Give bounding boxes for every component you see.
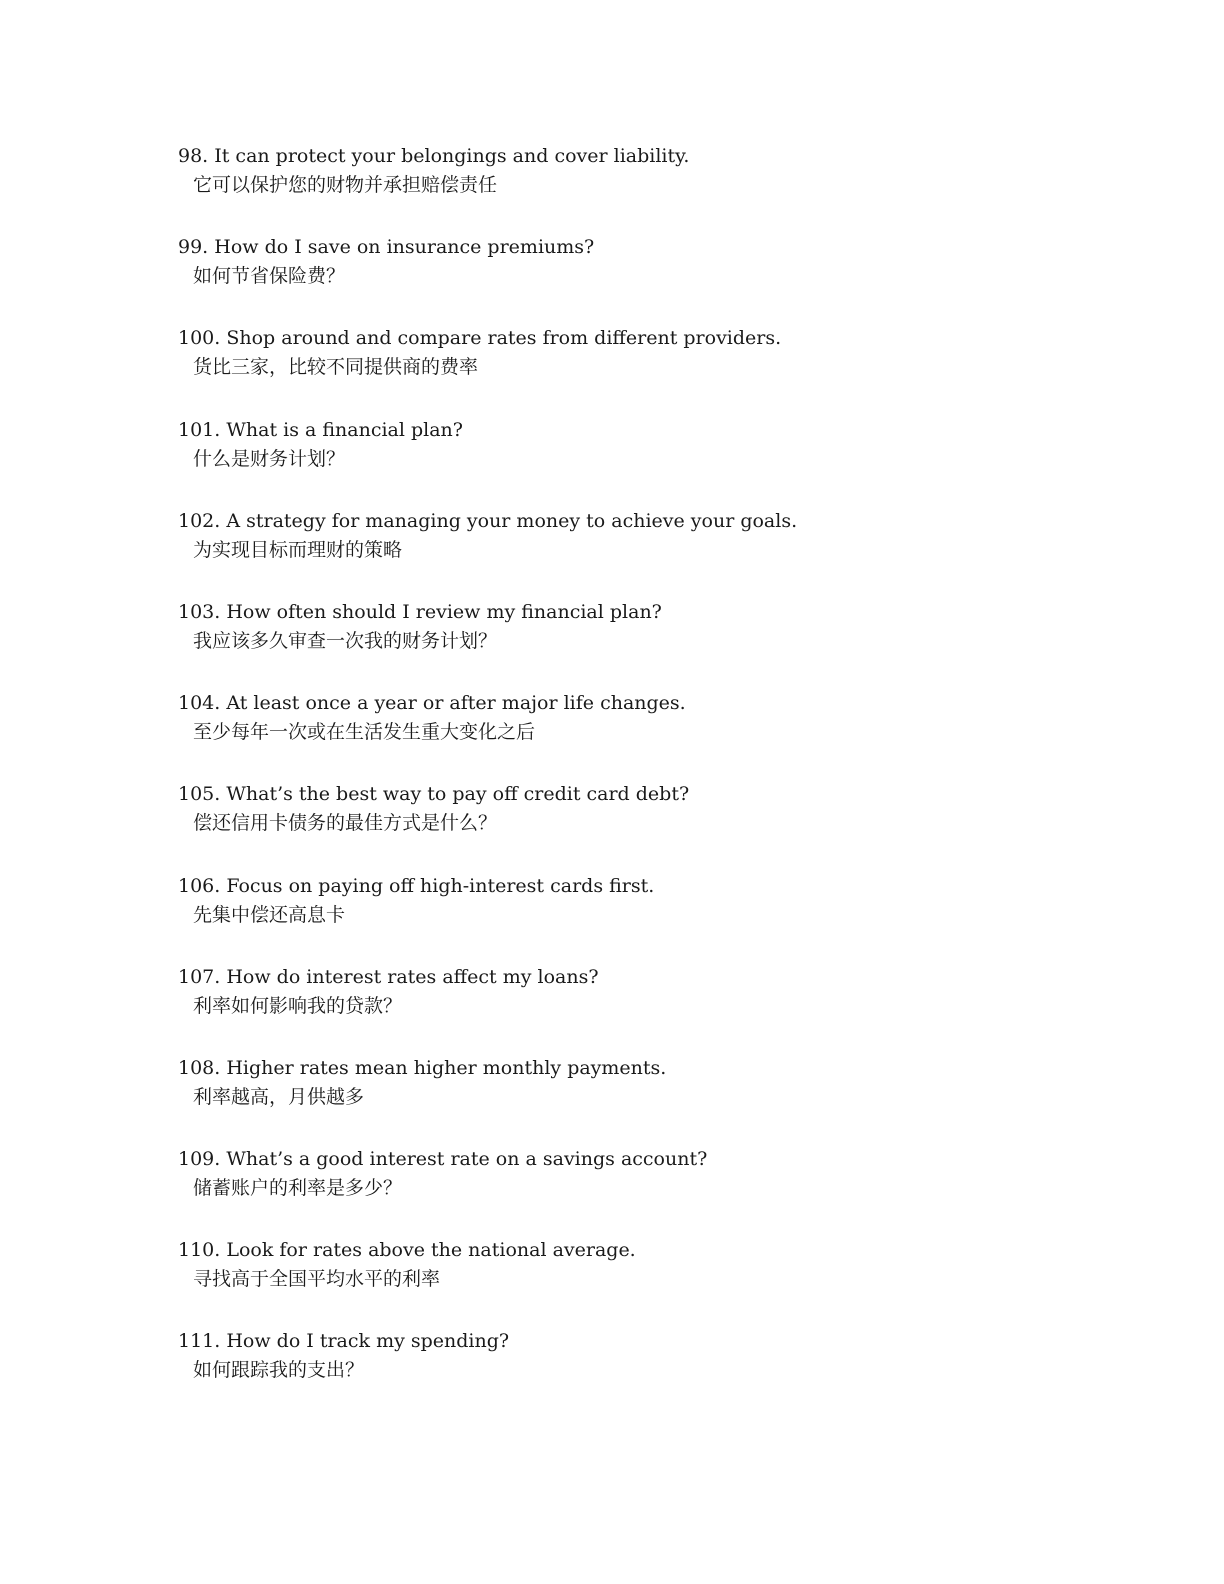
list-item	[178, 416, 1078, 507]
english-line: 103. How often should I review my financial plan?	[178, 600, 662, 623]
chinese-line: 如何节省保险费？	[193, 265, 346, 288]
english-line: 107. How do interest rates affect my loans?	[178, 965, 599, 988]
list-item	[178, 689, 1078, 780]
english-line: 101. What is a financial plan?	[178, 418, 463, 441]
list-item	[178, 1236, 1078, 1327]
chinese-line: 寻找高于全国平均水平的利率	[193, 1268, 441, 1291]
chinese-line: 至少每年一次或在生活发生重大变化之后	[193, 721, 536, 744]
chinese-line: 储蓄账户的利率是多少？	[193, 1177, 403, 1200]
list-item	[178, 598, 1078, 689]
english-line: 106. Focus on paying off high-interest cards first.	[178, 874, 655, 897]
chinese-line: 先集中偿还高息卡	[193, 903, 346, 926]
english-line: 111. How do I track my spending?	[178, 1330, 510, 1353]
english-line: 104. At least once a year or after major life changes.	[178, 692, 686, 715]
list-item	[178, 1054, 1078, 1145]
list-item	[178, 324, 1078, 415]
qa-list	[178, 142, 1078, 1419]
english-line: 110. Look for rates above the national average.	[178, 1239, 636, 1262]
list-item	[178, 233, 1078, 324]
chinese-line: 我应该多久审查一次我的财务计划？	[193, 629, 498, 652]
list-item	[178, 1327, 1078, 1418]
list-item	[178, 780, 1078, 871]
list-item	[178, 1145, 1078, 1236]
list-item	[178, 963, 1078, 1054]
chinese-line: 货比三家，比较不同提供商的费率	[193, 356, 479, 379]
chinese-line: 利率越高，月供越多	[193, 1085, 365, 1108]
chinese-line: 利率如何影响我的贷款？	[193, 994, 403, 1017]
chinese-line: 它可以保护您的财物并承担赔偿责任	[193, 174, 498, 196]
chinese-line: 如何跟踪我的支出？	[193, 1359, 365, 1382]
english-line: 102. A strategy for managing your money to achieve your goals.	[178, 509, 798, 532]
english-line: 98. It can protect your belongings and cover liability.	[178, 145, 690, 167]
list-item	[178, 507, 1078, 598]
chinese-line: 偿还信用卡债务的最佳方式是什么？	[193, 812, 498, 835]
english-line: 108. Higher rates mean higher monthly payments.	[178, 1056, 667, 1079]
english-line: 109. What’s a good interest rate on a savings account?	[178, 1148, 708, 1171]
list-item	[178, 872, 1078, 963]
chinese-line: 什么是财务计划？	[193, 447, 346, 470]
english-line: 105. What’s the best way to pay off credit card debt?	[178, 783, 690, 806]
chinese-line: 为实现目标而理财的策略	[193, 538, 403, 561]
english-line: 100. Shop around and compare rates from different providers.	[178, 327, 782, 350]
english-line: 99. How do I save on insurance premiums?	[178, 236, 595, 259]
list-item	[178, 142, 1078, 233]
